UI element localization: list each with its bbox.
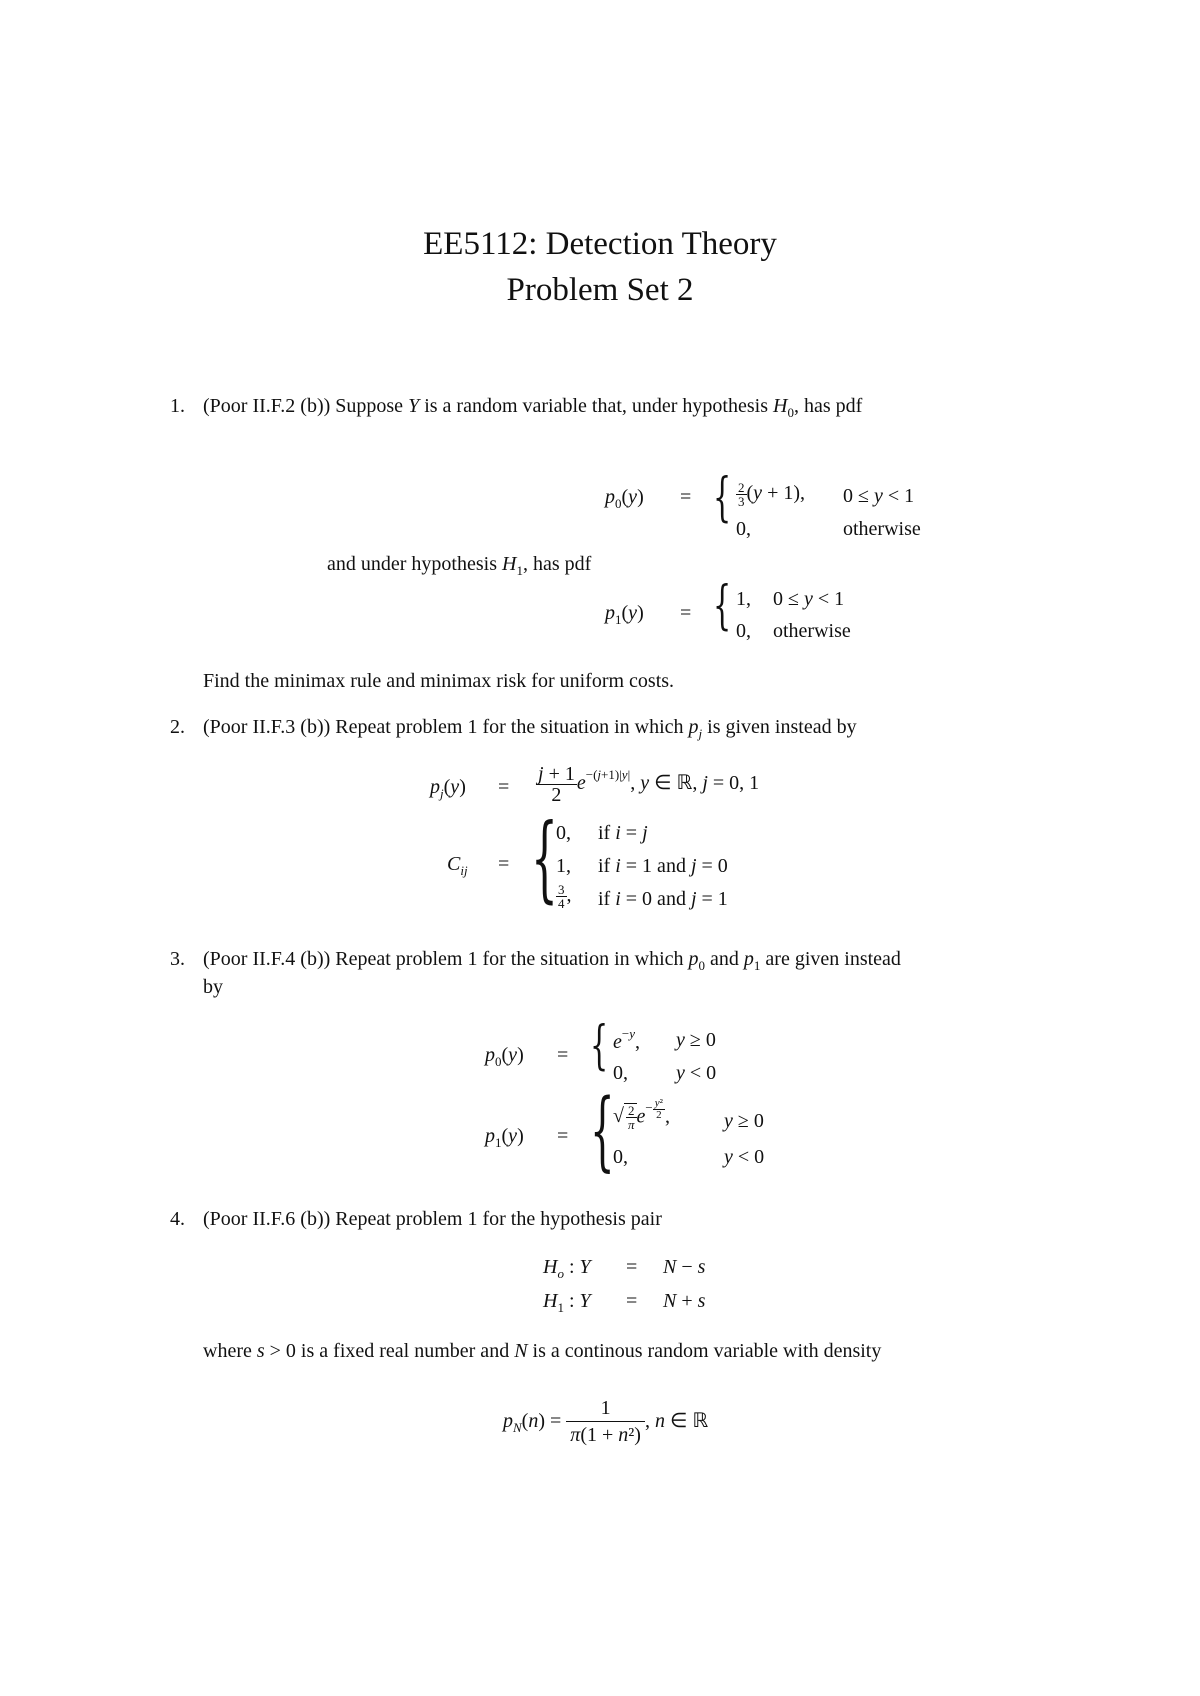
problem-3-intro: (Poor II.F.4 (b)) Repeat problem 1 for the situation in which $p_0$ and $p_1$ are given instead xyxy=(203,948,901,973)
left-brace: { xyxy=(531,804,558,913)
problem-4-number: 4. xyxy=(170,1208,185,1230)
hypothesis-1-rhs: N + s xyxy=(663,1290,706,1312)
equals-sign: = xyxy=(498,776,510,798)
cij-case-1-cond: if i = j xyxy=(598,822,648,844)
p0-case-1: $\frac{2}{3}$ (y + 1), xyxy=(738,480,806,509)
p0-case-2-cond: otherwise xyxy=(843,518,921,540)
p0-case-1-cond: 0 ≤ y < 1 xyxy=(843,485,915,507)
problem-1-closing: Find the minimax rule and minimax risk for uniform costs. xyxy=(203,670,675,692)
problem-4-where-text: where s > 0 is a fixed real number and N is a continous random variable with density xyxy=(203,1340,882,1362)
density-equation: $p_N(n)$ = $\frac{1}{\text{π(1 + n²)}}$ , n ∈ ℝ xyxy=(503,1397,709,1446)
left-brace: { xyxy=(713,576,732,636)
p1-case-1: 1, xyxy=(736,588,751,610)
p1-case-1-cond: y ≥ 0 xyxy=(724,1110,764,1132)
p0-case-2: 0, xyxy=(736,518,751,540)
p1-lhs: $p_1(y)$ xyxy=(605,602,644,627)
problem-1-intro: (Poor II.F.2 (b)) Suppose Y is a random variable that, under hypothesis $H_0$, has pdf xyxy=(203,395,863,420)
cij-case-2-cond: if i = 1 and j = 0 xyxy=(598,855,728,877)
left-brace: { xyxy=(713,468,732,528)
p0-case-2-cond: y < 0 xyxy=(676,1062,717,1084)
equals-sign: = xyxy=(680,602,692,624)
document-subtitle: Problem Set 2 xyxy=(506,272,694,308)
p0-case-2: 0, xyxy=(613,1062,628,1084)
equals-sign: = xyxy=(626,1256,638,1278)
equals-sign: = xyxy=(557,1125,569,1147)
p1-case-2: 0, xyxy=(736,620,751,642)
left-brace: { xyxy=(590,1016,609,1076)
problem-3-intro-cont: by xyxy=(203,976,223,998)
p1-case-2-cond: otherwise xyxy=(773,620,851,642)
hypothesis-1: $H_1$ : Y xyxy=(543,1290,591,1315)
left-brace: { xyxy=(590,1081,615,1181)
p0-lhs: $p_0(y)$ xyxy=(605,486,644,511)
problem-1-number: 1. xyxy=(170,395,185,417)
pj-lhs: $p_j(y)$ xyxy=(430,776,466,801)
problem-2-number: 2. xyxy=(170,716,185,738)
p1-lhs: $p_1(y)$ xyxy=(485,1125,524,1150)
equals-sign: = xyxy=(680,486,692,508)
p0-lhs: $p_0(y)$ xyxy=(485,1044,524,1069)
p1-case-2: 0, xyxy=(613,1146,628,1168)
problem-4-intro: (Poor II.F.6 (b)) Repeat problem 1 for the hypothesis pair xyxy=(203,1208,662,1230)
cij-case-1: 0, xyxy=(556,822,571,844)
cij-lhs: $C_{ij}$ xyxy=(447,853,468,878)
document-title: EE5112: Detection Theory xyxy=(423,226,777,262)
p1-case-1: √ $\frac{2}{\pi}$ $e^{- \frac{\text{y²}}{2}}$ , xyxy=(613,1097,670,1133)
equals-sign: = xyxy=(557,1044,569,1066)
p0-case-1-cond: y ≥ 0 xyxy=(676,1029,716,1051)
cij-case-3: $\frac{3}{4}$ , xyxy=(558,882,572,911)
pj-rhs: $\frac{j + 1}{2}$ $e^{-(j+1)|y|}$, y ∈ ℝ, j = 0, 1 xyxy=(538,763,760,806)
problem-2-intro: (Poor II.F.3 (b)) Repeat problem 1 for the situation in which $p_j$ is given instead by xyxy=(203,716,857,741)
cij-case-3-cond: if i = 0 and j = 1 xyxy=(598,888,728,910)
cij-case-2: 1, xyxy=(556,855,571,877)
equals-sign: = xyxy=(626,1290,638,1312)
hypothesis-0: $H_o$ : Y xyxy=(543,1256,591,1281)
p0-case-1: $e^{-y}$, xyxy=(613,1026,641,1053)
p1-case-2-cond: y < 0 xyxy=(724,1146,765,1168)
problem-3-number: 3. xyxy=(170,948,185,970)
equals-sign: = xyxy=(498,853,510,875)
problem-1-mid-text: and under hypothesis $H_1$, has pdf xyxy=(327,553,592,578)
hypothesis-0-rhs: N − s xyxy=(663,1256,706,1278)
p1-case-1-cond: 0 ≤ y < 1 xyxy=(773,588,845,610)
